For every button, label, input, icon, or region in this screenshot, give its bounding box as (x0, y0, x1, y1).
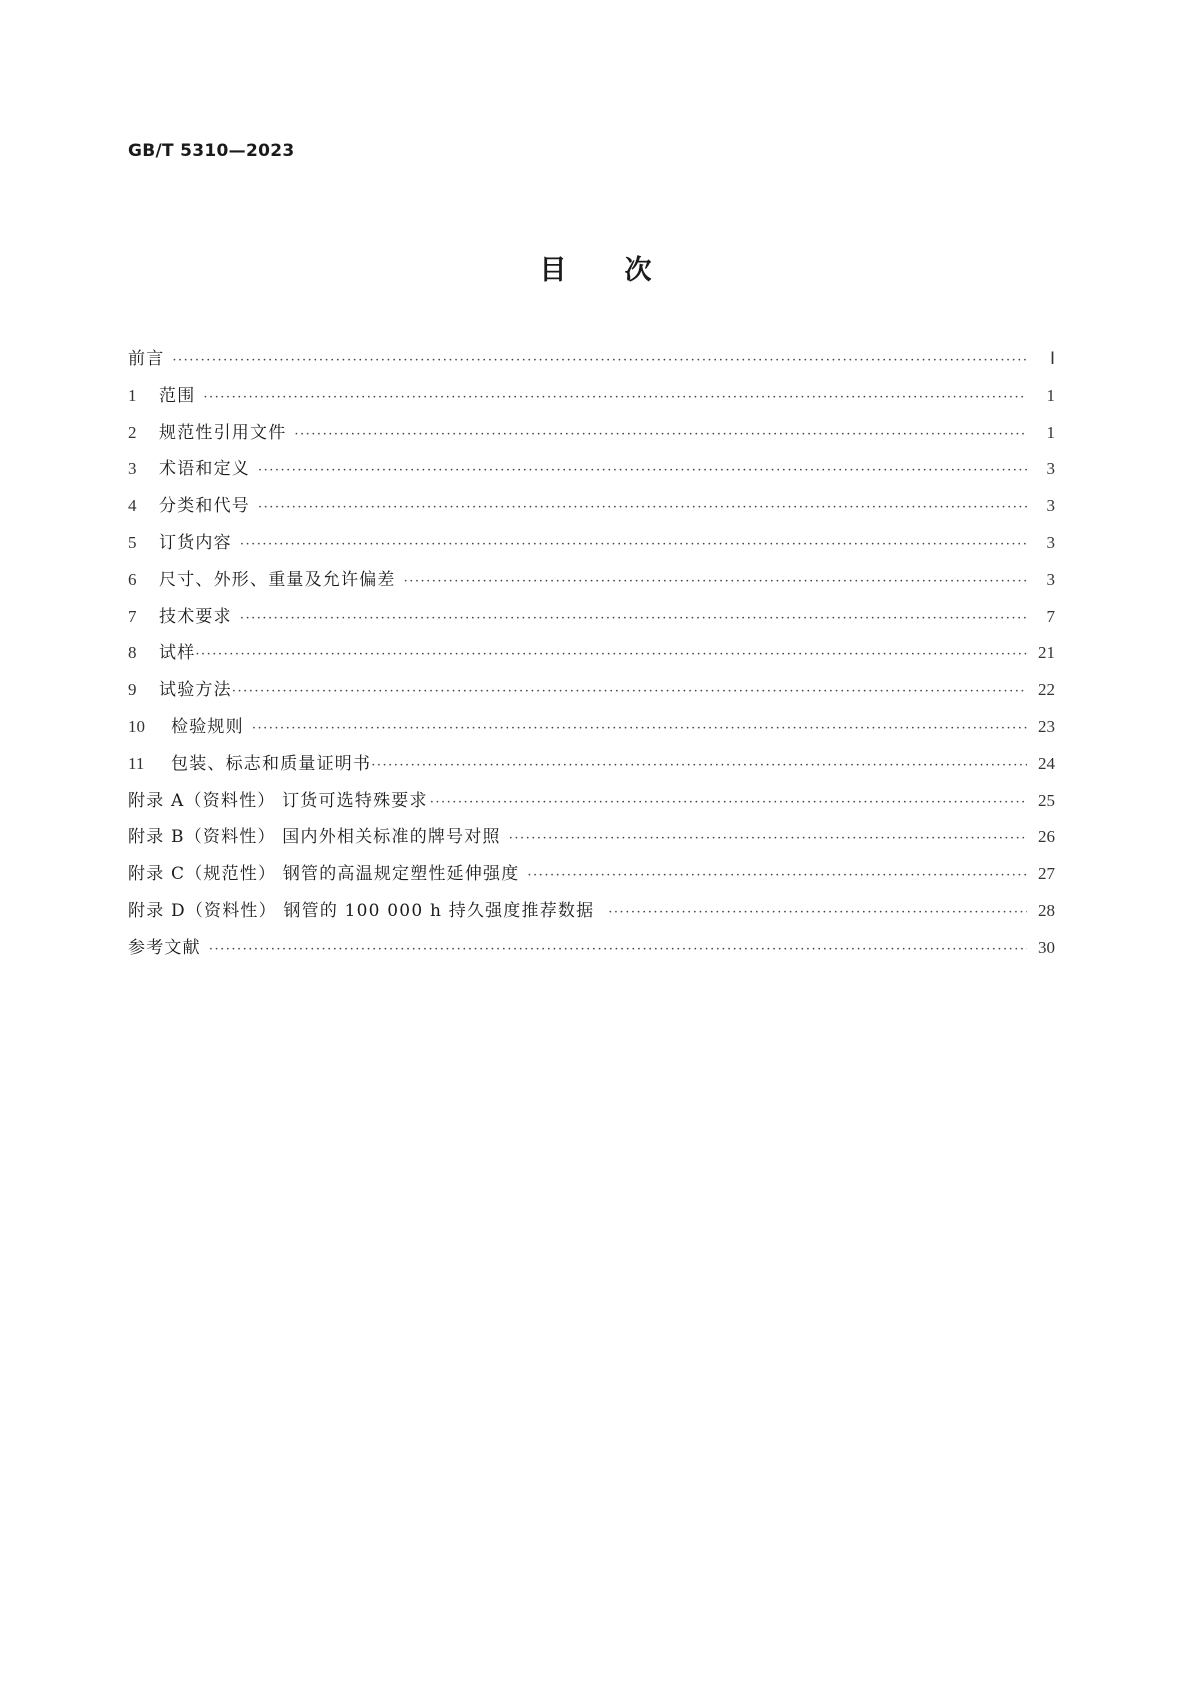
toc-entry-label: 试样 (159, 643, 196, 664)
toc-leader-dots (509, 831, 1027, 846)
toc-entry-label: 订货内容 (159, 532, 232, 553)
toc-entry-1[interactable] (128, 381, 1055, 418)
toc-leader-dots (232, 684, 1027, 699)
toc-entry-number: 11 (128, 753, 145, 773)
toc-entry-page: 1 (1046, 385, 1055, 405)
toc-entry-page: 27 (1038, 864, 1055, 884)
toc-entry-number: 8 (128, 643, 137, 663)
toc-title: 目次 (539, 255, 710, 286)
toc-entry-page: 28 (1038, 900, 1055, 920)
toc-entry-label: 技术要求 (159, 606, 232, 627)
toc-leader-dots (430, 795, 1027, 810)
toc-entry-label: 附录 C（规范性） 钢管的高温规定塑性延伸强度 (128, 864, 520, 885)
toc-entry-page: 3 (1046, 532, 1055, 552)
toc-entry-7[interactable] (128, 602, 1055, 639)
toc-entry-label: 检验规则 (171, 716, 244, 737)
toc-leader-dots (172, 353, 1027, 368)
toc-entry-label: 范围 (159, 385, 196, 406)
toc-entry-page: 21 (1038, 643, 1055, 663)
toc-entry-number: 2 (128, 422, 137, 442)
toc-entry-page: Ⅰ (1049, 349, 1055, 368)
toc-entry-label: 分类和代号 (159, 496, 250, 517)
toc-entry-number: 7 (128, 606, 137, 626)
toc-entry-number: 9 (128, 680, 137, 700)
toc-entry-10[interactable] (128, 712, 1055, 749)
toc-leader-dots (258, 463, 1027, 478)
toc-entry-2[interactable] (128, 418, 1055, 455)
toc-entry-number: 1 (128, 385, 137, 405)
toc-entry-annex-a[interactable] (128, 786, 1055, 823)
toc-leader-dots (527, 868, 1027, 883)
toc-entry-page: 7 (1046, 606, 1055, 626)
toc-entry-label: 尺寸、外形、重量及允许偏差 (159, 569, 396, 590)
toc-entry-number: 10 (128, 716, 145, 736)
toc-entry-page: 30 (1038, 937, 1055, 957)
toc-entry-page: 1 (1046, 422, 1055, 442)
toc-entry-label: 前言 (128, 349, 165, 369)
toc-leader-dots (371, 758, 1027, 773)
toc-entry-annex-b[interactable] (128, 822, 1055, 859)
toc-entry-references[interactable] (128, 933, 1055, 970)
toc-entry-9[interactable] (128, 675, 1055, 712)
toc-entry-number: 5 (128, 532, 137, 552)
toc-entry-page: 3 (1046, 496, 1055, 516)
toc-leader-dots (203, 390, 1027, 405)
toc-entry-label: 附录 A（资料性） 订货可选特殊要求 (128, 790, 428, 811)
toc-entry-label: 附录 B（资料性） 国内外相关标准的牌号对照 (128, 827, 501, 848)
toc-entry-annex-d[interactable] (128, 896, 1055, 933)
toc-entry-label: 包装、标志和质量证明书 (171, 753, 372, 774)
toc-leader-dots (258, 500, 1027, 515)
toc-entry-page: 24 (1038, 753, 1055, 773)
toc-entry-4[interactable] (128, 491, 1055, 528)
toc-entry-3[interactable] (128, 454, 1055, 491)
toc-entry-page: 26 (1038, 827, 1055, 847)
toc-entry-label: 术语和定义 (159, 459, 250, 480)
toc-entry-label: 参考文献 (128, 937, 201, 958)
toc-entry-annex-c[interactable] (128, 859, 1055, 896)
toc-entry-5[interactable] (128, 528, 1055, 565)
table-of-contents (128, 344, 1055, 970)
toc-entry-page: 3 (1046, 569, 1055, 589)
toc-entry-foreword[interactable] (128, 344, 1055, 381)
toc-entry-label: 附录 D（资料性） 钢管的 100 000 h 持久强度推荐数据 (128, 900, 595, 921)
toc-leader-dots (608, 905, 1027, 920)
toc-entry-6[interactable] (128, 565, 1055, 602)
toc-entry-page: 25 (1038, 790, 1055, 810)
toc-entry-label: 规范性引用文件 (159, 422, 287, 443)
toc-entry-number: 6 (128, 569, 137, 589)
toc-leader-dots (294, 427, 1027, 442)
toc-entry-label: 试验方法 (159, 680, 232, 701)
toc-leader-dots (195, 647, 1027, 662)
toc-entry-8[interactable] (128, 638, 1055, 675)
toc-entry-page: 23 (1038, 716, 1055, 736)
toc-leader-dots (240, 611, 1027, 626)
toc-leader-dots (404, 574, 1027, 589)
toc-entry-page: 3 (1046, 459, 1055, 479)
toc-leader-dots (209, 942, 1027, 957)
toc-leader-dots (240, 537, 1027, 552)
document-code: GB/T 5310—2023 (128, 141, 295, 161)
toc-entry-number: 4 (128, 496, 137, 516)
toc-entry-number: 3 (128, 459, 137, 479)
toc-entry-page: 22 (1038, 680, 1055, 700)
toc-leader-dots (252, 721, 1027, 736)
toc-entry-11[interactable] (128, 749, 1055, 786)
